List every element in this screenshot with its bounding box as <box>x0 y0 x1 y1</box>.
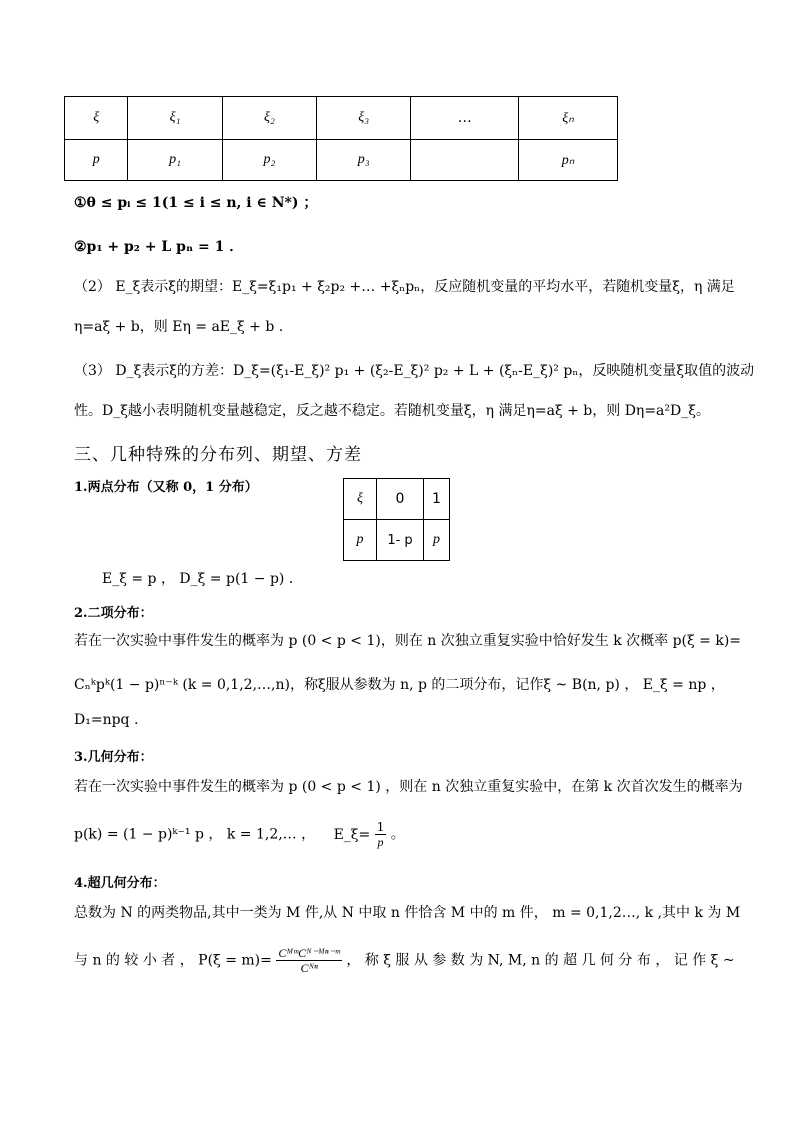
binomial-line-1: 若在一次实验中事件发生的概率为 p (0 < p < 1)，则在 n 次独立重复实验中恰好发生 k 次概率 p(ξ = k)= <box>74 633 742 649</box>
section-title: 三、几种特殊的分布列、期望、方差 <box>74 445 362 465</box>
expectation-line-1: （2） E_ξ表示ξ的期望：E_ξ=ξ₁p₁ + ξ₂p₂ +… +ξₙpₙ，反应随机变量的平均水平，若随机变量ξ，η 满足 <box>74 279 735 295</box>
table-cell: ξ₃ <box>317 97 411 140</box>
table-cell: ξ <box>344 479 377 520</box>
geometric-end: 。 <box>390 826 405 843</box>
hypergeometric-line-2 <box>74 946 735 975</box>
table-cell: p <box>424 520 450 561</box>
geometric-line-1: 若在一次实验中事件发生的概率为 p (0 < p < 1) ，则在 n 次独立重复实验中，在第 k 次首次发生的概率为 <box>74 779 743 795</box>
geometric-heading: 3.几何分布： <box>74 750 153 765</box>
table-cell: pₙ <box>519 140 618 181</box>
geometric-formula: p(k) = (1 − p)ᵏ⁻¹ p ， k = 1,2,… ， <box>74 826 316 843</box>
expectation-line-2: η=aξ + b，则 Eη = aE_ξ + b . <box>74 319 284 335</box>
table-cell: ξₙ <box>519 97 618 140</box>
binomial-line-3: D₁=npq . <box>74 712 139 728</box>
table-cell: p <box>65 140 128 181</box>
table-cell: p₂ <box>222 140 316 181</box>
fraction-numerator: 1 <box>376 820 385 834</box>
two-point-heading: 1.两点分布（又称 0，1 分布） <box>74 480 258 495</box>
table-row <box>344 520 450 561</box>
hypergeometric-text-a: 与 n 的 较 小 者 ， P(ξ = m)= <box>74 952 272 969</box>
geometric-line-2 <box>74 820 405 849</box>
distribution-table <box>64 96 618 181</box>
binomial-heading: 2.二项分布： <box>74 606 153 621</box>
table-cell: 0 <box>377 479 424 520</box>
table-cell: 1- p <box>377 520 424 561</box>
hypergeometric-text-b: ， 称 ξ 服 从 参 数 为 N, M, n 的 超 几 何 分 布 ， 记 作 ξ ~ <box>346 952 735 969</box>
table-cell <box>411 140 519 181</box>
table-cell: p <box>344 520 377 561</box>
table-cell: 1 <box>424 479 450 520</box>
fraction <box>276 946 342 975</box>
fraction-numerator: CᴹᵐCᴺ⁻ᴹⁿ⁻ᵐ <box>278 946 340 960</box>
fraction-denominator: p <box>377 835 384 849</box>
table-cell: … <box>411 97 519 140</box>
table-cell: p₃ <box>317 140 411 181</box>
fraction <box>375 820 387 849</box>
table-row <box>65 97 618 140</box>
two-point-table <box>343 478 450 561</box>
table-cell: p₁ <box>128 140 222 181</box>
condition-2: ②p₁ + p₂ + L pₙ = 1 ． <box>74 239 244 255</box>
geometric-expectation: E_ξ= <box>333 826 371 843</box>
table-row <box>65 140 618 181</box>
table-cell: ξ <box>65 97 128 140</box>
fraction-denominator: Cᴺⁿ <box>300 961 318 975</box>
two-point-formula: E_ξ = p ， D_ξ = p(1 − p) ． <box>102 571 303 587</box>
binomial-line-2: Cₙᵏpᵏ(1 − p)ⁿ⁻ᵏ (k = 0,1,2,…,n)，称ξ服从参数为 n, p 的二项分布，记作ξ ~ B(n, p) ， E_ξ = np ， <box>74 677 725 693</box>
table-cell: ξ₁ <box>128 97 222 140</box>
hypergeometric-heading: 4.超几何分布： <box>74 876 166 891</box>
variance-line-2: 性。D_ξ越小表明随机变量越稳定，反之越不稳定。若随机变量ξ，η 满足η=aξ + b，则 Dη=a²D_ξ。 <box>74 403 710 419</box>
table-row <box>344 479 450 520</box>
table-cell: ξ₂ <box>222 97 316 140</box>
condition-1: ①θ ≤ pᵢ ≤ 1(1 ≤ i ≤ n, i ∈ N*) ； <box>74 195 318 211</box>
hypergeometric-line-1: 总数为 N 的两类物品,其中一类为 M 件,从 N 中取 n 件恰含 M 中的 m 件， m = 0,1,2…, k ,其中 k 为 M <box>74 905 741 921</box>
variance-line-1: （3） D_ξ表示ξ的方差：D_ξ=(ξ₁-E_ξ)² p₁ + (ξ₂-E_ξ)² p₂ + L + (ξₙ-E_ξ)² pₙ，反映随机变量ξ取值的波动 <box>74 363 755 379</box>
